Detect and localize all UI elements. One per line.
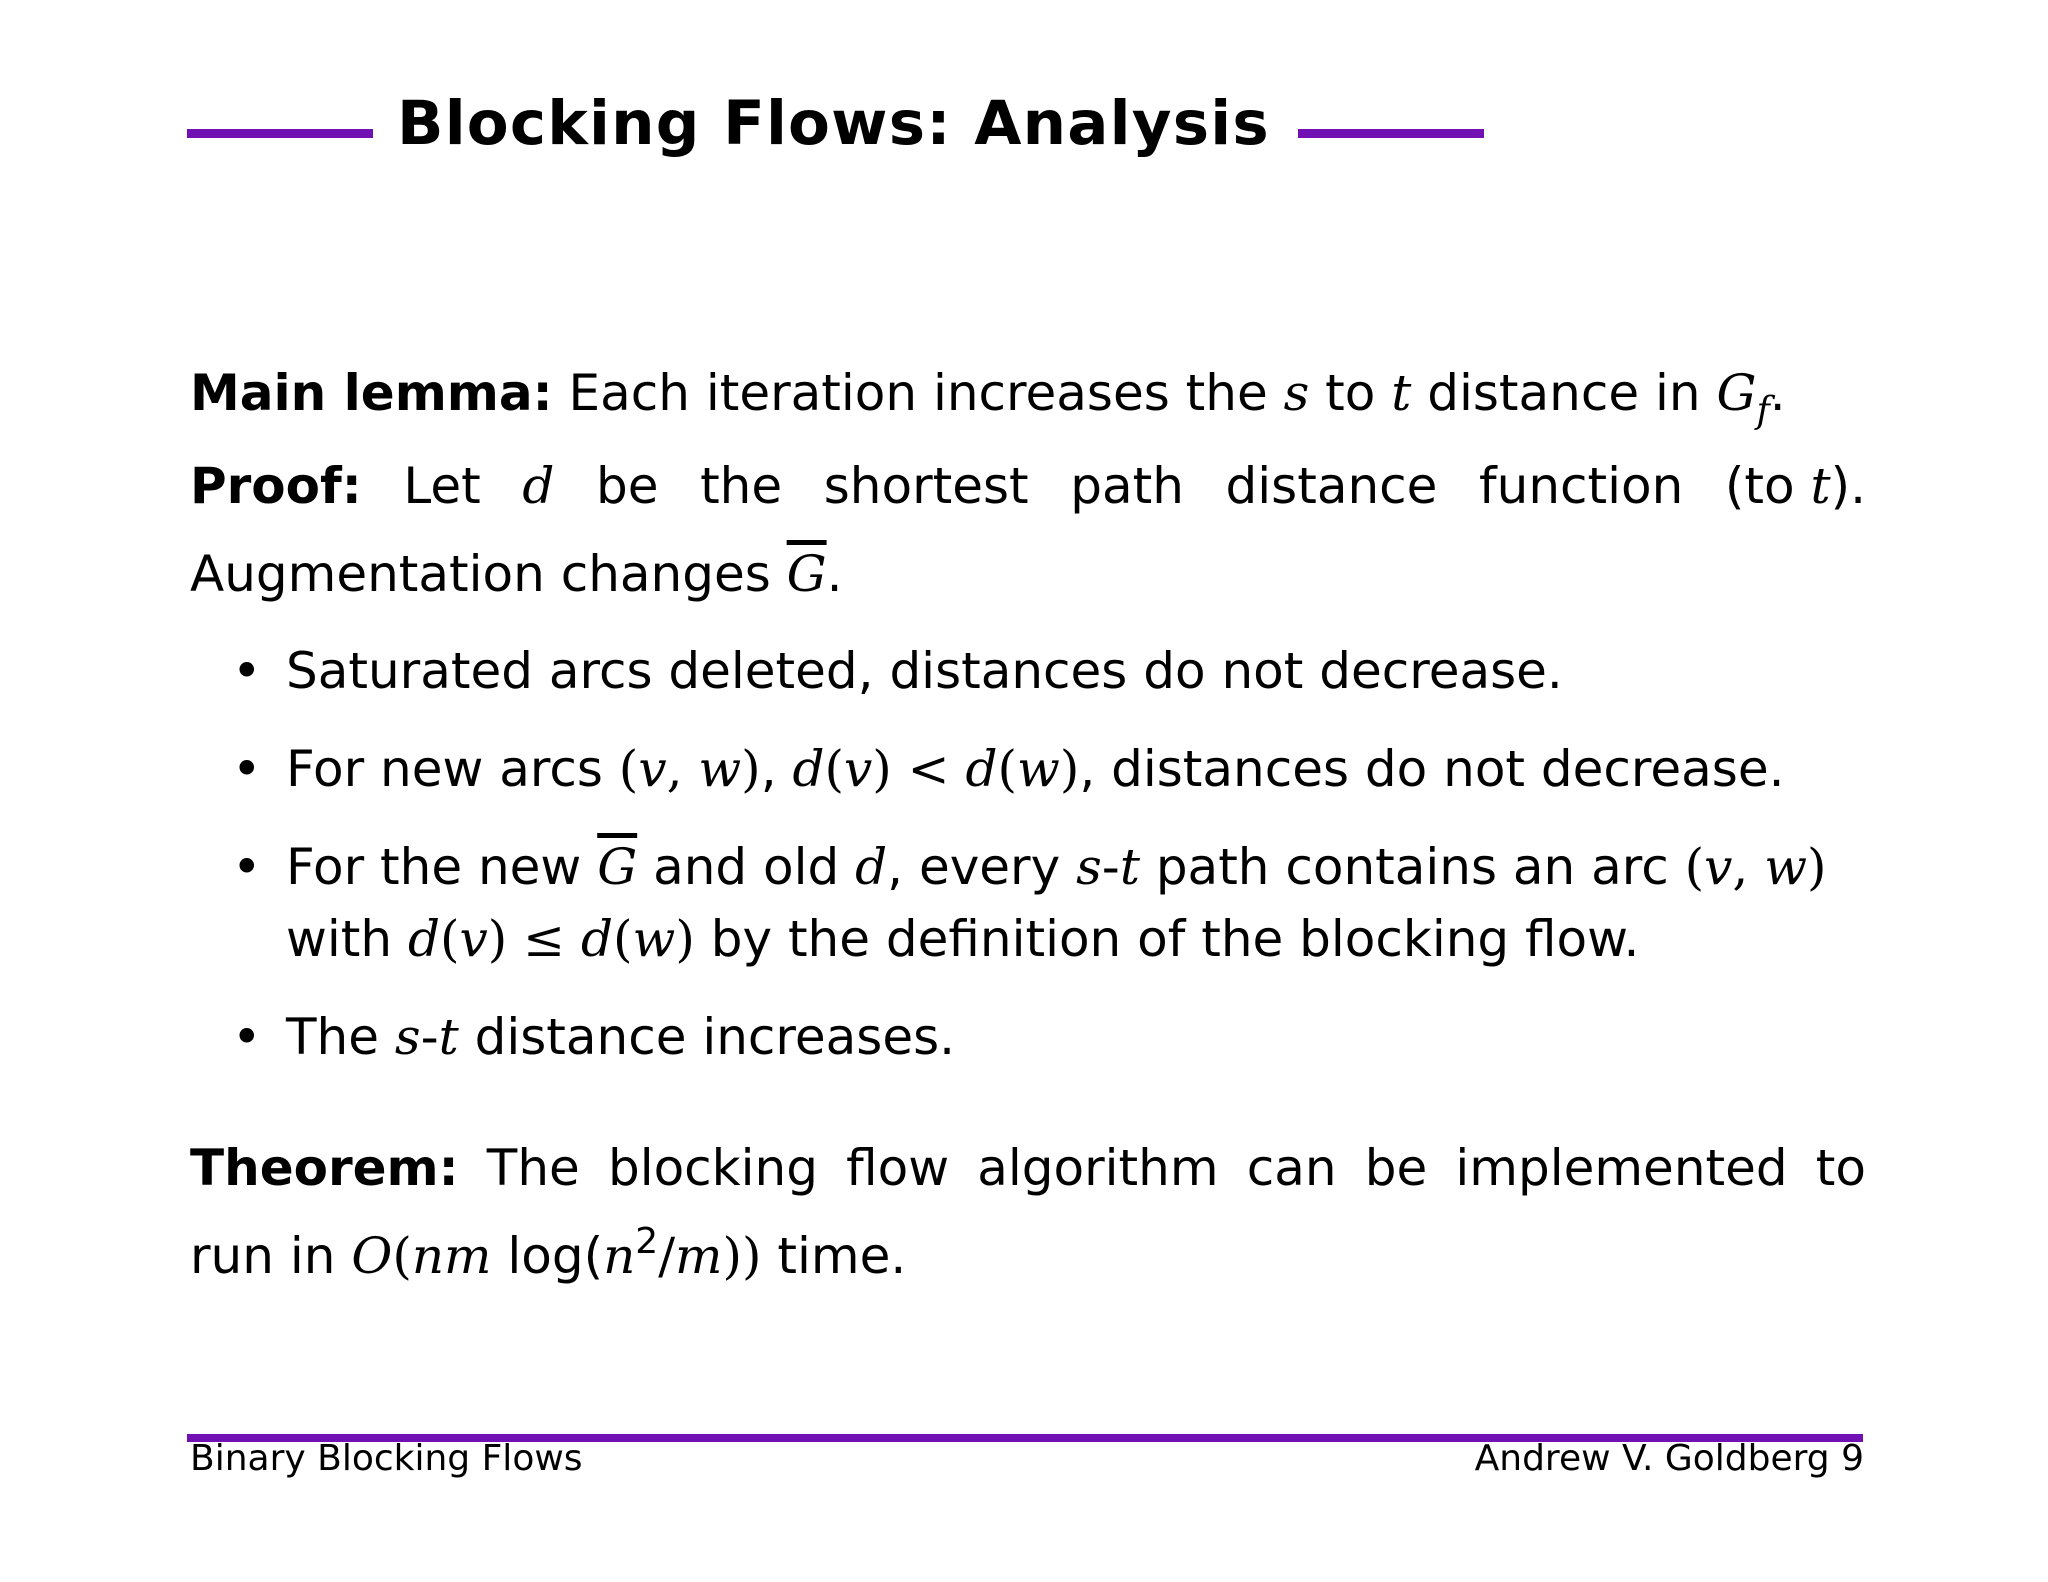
bullet-line-1: For the new $\overline{G}$ and old d, every s-t path contains an arc (v, w)	[286, 837, 1827, 896]
math-G-bar: $\overline{G}$	[786, 544, 827, 603]
proof-line-2: Augmentation changes $\overline{G}$.	[190, 544, 843, 603]
main-lemma	[190, 356, 1866, 449]
list-item: • The s-t distance increases.	[190, 1001, 1866, 1073]
proof-line-1	[190, 449, 1866, 523]
proof-label: Proof:	[190, 456, 362, 515]
math-G: G	[1716, 364, 1757, 422]
bullet-dot: •	[232, 1007, 262, 1066]
proof-word: Let	[403, 456, 481, 515]
math-d: d	[522, 456, 555, 515]
proof-word: path	[1070, 456, 1184, 515]
main-lemma-period: .	[1769, 364, 1786, 422]
theorem-label: Theorem:	[190, 1138, 459, 1197]
math-f-subscript: f	[1756, 390, 1770, 432]
theorem-line-1: Theorem: The blocking flow algorithm can be implemented to	[190, 1131, 1866, 1205]
proof-word: be	[595, 456, 659, 515]
title-rule-left	[187, 129, 373, 138]
slide-title: Blocking Flows: Analysis	[397, 88, 1270, 159]
proof-word: function	[1479, 456, 1684, 515]
proof-line-2-text: Augmentation changes	[190, 544, 787, 603]
slide-title-row	[187, 88, 1484, 159]
proof-word: distance	[1225, 456, 1438, 515]
main-lemma-text-1: Each iteration increases the	[568, 364, 1284, 422]
theorem-line-2: run in O(nm $\log(n^2/m)$) time.	[190, 1220, 907, 1285]
math-t: t	[1391, 364, 1412, 422]
proof-bullet-list	[190, 635, 1866, 1073]
proof-word: the	[700, 456, 783, 515]
bullet-text: Saturated arcs deleted, distances do not decrease.	[286, 641, 1563, 700]
bullet-dot: •	[232, 641, 262, 700]
main-lemma-label: Main lemma:	[190, 364, 553, 422]
main-lemma-text-3: distance in	[1411, 364, 1717, 422]
proof-word-to-t: (to t).	[1724, 456, 1866, 515]
math-G-bar: $\overline{G}$	[597, 837, 638, 896]
proof-word: shortest	[823, 456, 1029, 515]
theorem	[190, 1131, 1866, 1293]
bullet-line-2: with d(v) ≤ d(w) by the definition of the blocking flow.	[286, 909, 1640, 968]
bullet-dot: •	[232, 739, 262, 798]
footer-right: Andrew V. Goldberg 9	[1474, 1438, 1864, 1479]
list-item	[190, 635, 1866, 707]
footer-left: Binary Blocking Flows	[190, 1438, 583, 1479]
title-rule-right	[1298, 129, 1484, 138]
slide-body	[190, 356, 1866, 1292]
list-item: • For new arcs (v, w), d(v) < d(w), distances do not decrease.	[190, 733, 1866, 805]
math-s: s	[1283, 364, 1310, 422]
bullet-dot: •	[232, 837, 262, 896]
math-t: t	[1810, 456, 1831, 515]
list-item	[190, 831, 1866, 975]
main-lemma-text-2: to	[1309, 364, 1392, 422]
